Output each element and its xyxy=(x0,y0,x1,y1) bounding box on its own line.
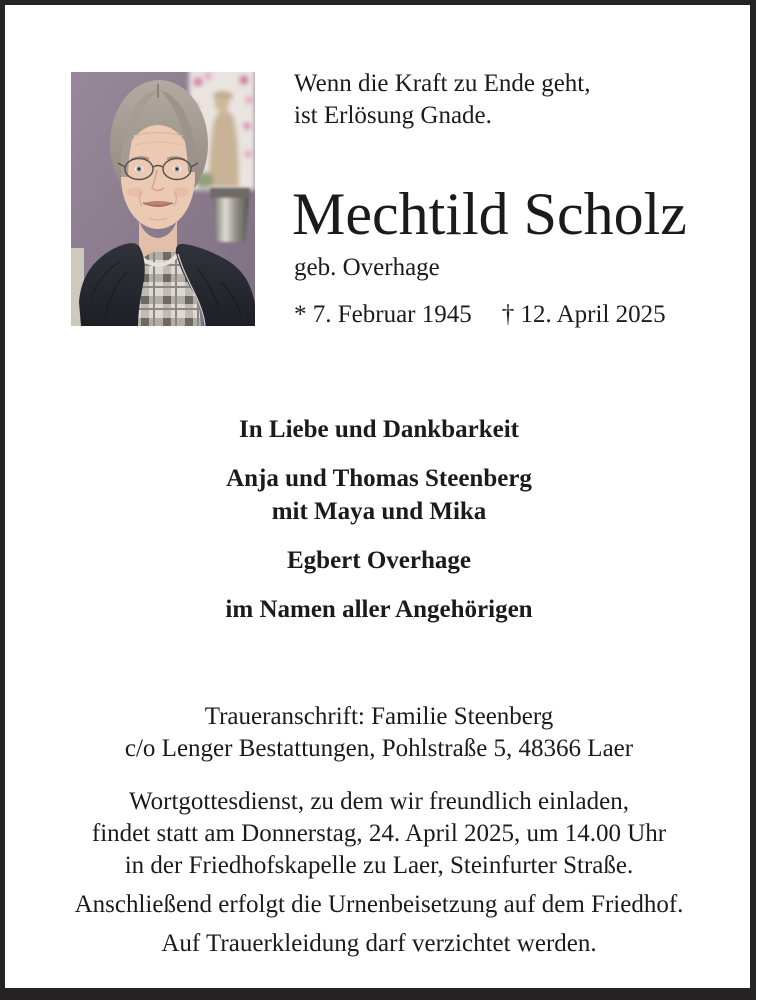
mourner-line: Anja und Thomas Steenberg xyxy=(226,465,532,492)
quote-line: ist Erlösung Gnade. xyxy=(294,102,492,129)
death-date: † 12. April 2025 xyxy=(501,301,666,328)
address-line: Traueranschrift: Familie Steenberg xyxy=(204,703,554,730)
service-line: Wortgottesdienst, zu dem wir freundlich einladen, xyxy=(129,788,629,815)
birth-name: geb. Overhage xyxy=(294,254,440,281)
quote-line: Wenn die Kraft zu Ende geht, xyxy=(294,70,591,97)
mourner-line: mit Maya und Mika xyxy=(271,498,487,525)
memorial-quote xyxy=(294,68,590,132)
portrait-photo xyxy=(71,72,255,326)
address-line: c/o Lenger Bestattungen, Pohlstraße 5, 48366 Laer xyxy=(124,735,634,762)
deceased-name: Mechtild Scholz xyxy=(292,181,687,247)
mourners-intro: In Liebe und Dankbarkeit xyxy=(239,416,519,443)
service-info xyxy=(0,786,758,967)
life-dates xyxy=(294,299,666,331)
service-line: findet statt am Donnerstag, 24. April 2025, um 14.00 Uhr xyxy=(91,820,667,847)
birth-date: * 7. Februar 1945 xyxy=(294,301,472,328)
mourners-block xyxy=(0,413,758,642)
service-details xyxy=(0,786,758,882)
mourner-line: Egbert Overhage xyxy=(287,547,471,574)
portrait-illustration xyxy=(71,72,255,326)
condolence-address xyxy=(0,701,758,765)
mourner-line: im Namen aller Angehörigen xyxy=(225,596,533,623)
dress-note: Auf Trauerkleidung darf verzichtet werden. xyxy=(161,930,597,957)
mourner-family xyxy=(0,462,758,528)
service-line: in der Friedhofskapelle zu Laer, Steinfurter Straße. xyxy=(124,852,634,879)
burial-note: Anschließend erfolgt die Urnenbeisetzung auf dem Friedhof. xyxy=(74,891,684,918)
